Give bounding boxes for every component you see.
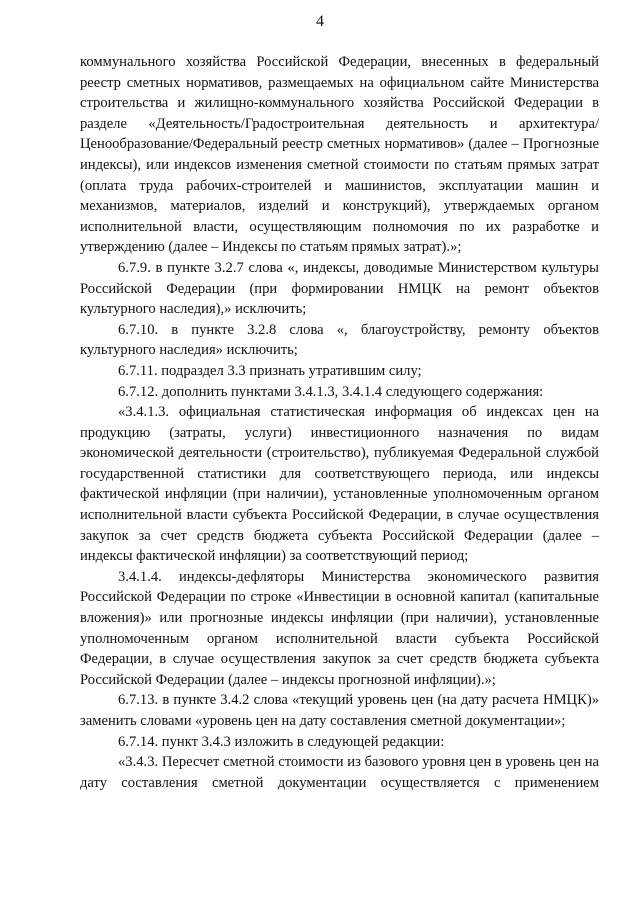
- paragraph-continuation: коммунального хозяйства Российской Федерации, внесенных в федеральный реестр сметных нормативов, размещаемых на официальном сайте Министерства строительства и жилищно-коммунального хозяйства Российской Федерации в разделе «Деятельность/Градостроительная деятельность и архитектура/Ценообразование/Федеральный реестр сметных нормативов» (далее – Прогнозные индексы), или индексов изменения сметной стоимости по статьям прямых затрат (оплата труда рабочих-строителей и машинистов, эксплуатации машин и механизмов, материалов, изделий и конструкций), утверждаемых органом исполнительной власти, осуществляющим полномочия по их разработке и утверждению (далее – Индексы по статьям прямых затрат).»;: [80, 54, 599, 256]
- paragraph-6-7-9: 6.7.9. в пункте 3.2.7 слова «, индексы, доводимые Министерством культуры Российской Федерации (при формировании НМЦК на ремонт объектов культурного наследия),» исключить;: [80, 259, 599, 318]
- paragraph-6-7-11: 6.7.11. подраздел 3.3 признать утратившим силу;: [118, 362, 422, 379]
- paragraph-3-4-1-3: «3.4.1.3. официальная статистическая информация об индексах цен на продукцию (затраты, услуги) инвестиционного назначения по видам экономической деятельности (строительство), публикуемая Федеральной службой государственной статистики для соответствующего периода, или индексы фактической инфляции (при наличии), установленные уполномоченным органом исполнительной власти субъекта Российской Федерации, в случае осуществления закупок за счет средств бюджета субъекта Российской Федерации (далее – индексы фактической инфляции) за соответствующий период;: [80, 404, 599, 565]
- paragraph-3-4-3: «3.4.3. Пересчет сметной стоимости из базового уровня цен в уровень цен на дату составления сметной документации осуществляется с применением: [80, 754, 599, 791]
- document-body: [80, 52, 599, 793]
- paragraph-6-7-10: 6.7.10. в пункте 3.2.8 слова «, благоустройству, ремонту объектов культурного наследия» исключить;: [80, 321, 599, 359]
- paragraph-3-4-1-4: 3.4.1.4. индексы-дефляторы Министерства экономического развития Российской Федерации по строке «Инвестиции в основной капитал (капитальные вложения)» или прогнозные индексы инфляции (при наличии), установленные уполномоченным органом исполнительной власти субъекта Российской Федерации, в случае осуществления закупок за счет средств бюджета субъекта Российской Федерации (далее – индексы прогнозной инфляции).»;: [80, 568, 599, 688]
- paragraph-6-7-14: 6.7.14. пункт 3.4.3 изложить в следующей редакции:: [118, 733, 445, 750]
- paragraph-6-7-12: 6.7.12. дополнить пунктами 3.4.1.3, 3.4.1.4 следующего содержания:: [118, 383, 544, 400]
- page-number: 4: [316, 13, 324, 30]
- paragraph-6-7-13: 6.7.13. в пункте 3.4.2 слова «текущий уровень цен (на дату расчета НМЦК)» заменить словами «уровень цен на дату составления сметной документации»;: [80, 692, 599, 729]
